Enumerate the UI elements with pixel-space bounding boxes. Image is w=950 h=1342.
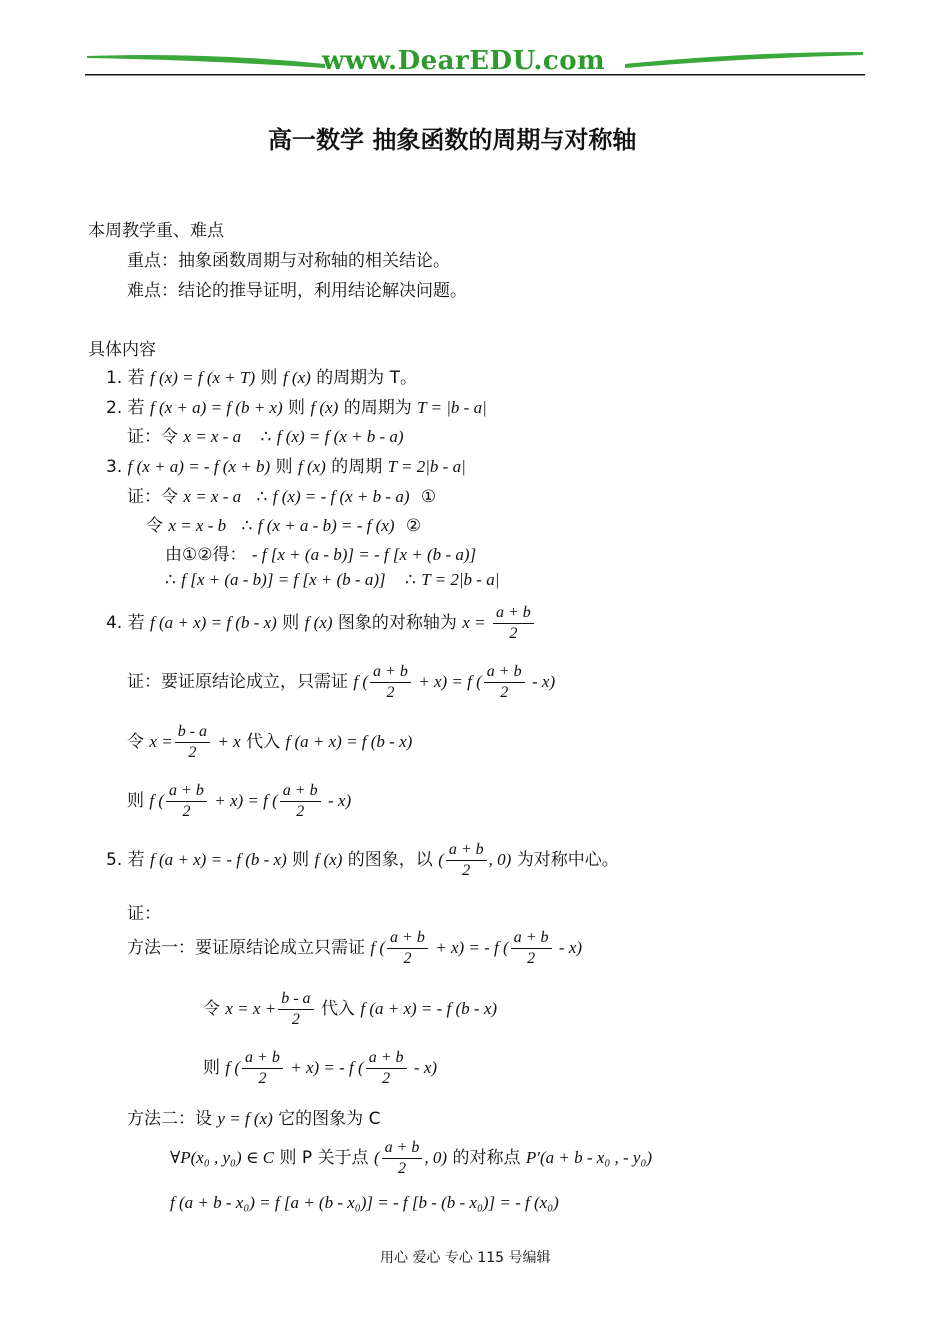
item-4-proof-3: 则 f ( $\frac{a + b}{2}$ + x) = f ( $\frac{a + b}{2}$ - x) <box>127 782 352 820</box>
method-1: 方法一：要证原结论成立只需证 f ( $\frac{a + b}{2}$ + x) = - f ( $\frac{a + b}{2}$ - x) <box>127 929 583 967</box>
key-point: 重点：抽象函数周期与对称轴的相关结论。 <box>127 251 450 271</box>
item-4: 4. 若 f (a + x) = f (b - x) 则 f (x) 图象的对称轴为 x = $\frac{a + b}{2}$ <box>106 603 536 644</box>
site-logo: www.DearEDU.com <box>322 46 606 76</box>
method-2-point: ∀P(x₀ , y₀) ∈ C 则 P 关于点 ( $\frac{a + b}{2}$ , 0) 的对称点 P′(a + b - x₀ , - y₀) <box>170 1139 653 1177</box>
item-4-proof-1: 证：要证原结论成立，只需证 f ( $\frac{a + b}{2}$ + x) = f ( $\frac{a + b}{2}$ - x) <box>127 663 556 701</box>
item-3-proof-4: ∴ f [x + (a - b)] = f [x + (b - a)] ∴ T = 2|b - a| <box>165 570 500 590</box>
item-5-proof-label: 证： <box>127 904 161 924</box>
section-heading-content: 具体内容 <box>88 340 156 360</box>
item-3-proof-2: 令 x = x - b ∴ f (x + a - b) = - f (x) ② <box>146 516 422 536</box>
section-heading-focus: 本周教学重、难点 <box>88 221 224 241</box>
item-1: 1. 若 f (x) = f (x + T) 则 f (x) 的周期为 T。 <box>106 368 417 388</box>
page-title: 高一数学 抽象函数的周期与对称轴 <box>268 126 637 154</box>
item-2: 2. 若 f (x + a) = f (b + x) 则 f (x) 的周期为 T = |b - a| <box>106 398 487 418</box>
item-3-proof-3: 由①②得： - f [x + (a - b)] = - f [x + (b - a)] <box>165 545 477 565</box>
item-5: 5. 若 f (a + x) = - f (b - x) 则 f (x) 的图象，以 ( $\frac{a + b}{2}$ , 0) 为对称中心。 <box>106 841 619 879</box>
page-footer: 用心 爱心 专心 115 号编辑 <box>380 1250 551 1266</box>
method-2-derivation: f (a + b - x₀) = f [a + (b - x₀)] = - f [b - (b - x₀)] = - f (x₀) <box>170 1193 559 1212</box>
item-2-proof: 证：令 x = x - a ∴ f (x) = f (x + b - a) <box>127 427 404 447</box>
method-1-substitution: 令 x = x + $\frac{b - a}{2}$ 代入 f (a + x) = - f (b - x) <box>203 990 498 1028</box>
method-1-result: 则 f ( $\frac{a + b}{2}$ + x) = - f ( $\frac{a + b}{2}$ - x) <box>203 1049 438 1087</box>
item-4-proof-2: 令 x = $\frac{b - a}{2}$ + x 代入 f (a + x) = f (b - x) <box>127 723 413 761</box>
item-3: 3. f (x + a) = - f (x + b) 则 f (x) 的周期 T = 2|b - a| <box>106 457 466 477</box>
item-3-proof-1: 证：令 x = x - a ∴ f (x) = - f (x + b - a) ① <box>127 487 437 507</box>
method-2: 方法二：设 y = f (x) 它的图象为 C <box>127 1109 381 1129</box>
difficult-point: 难点：结论的推导证明，利用结论解决问题。 <box>127 281 467 301</box>
